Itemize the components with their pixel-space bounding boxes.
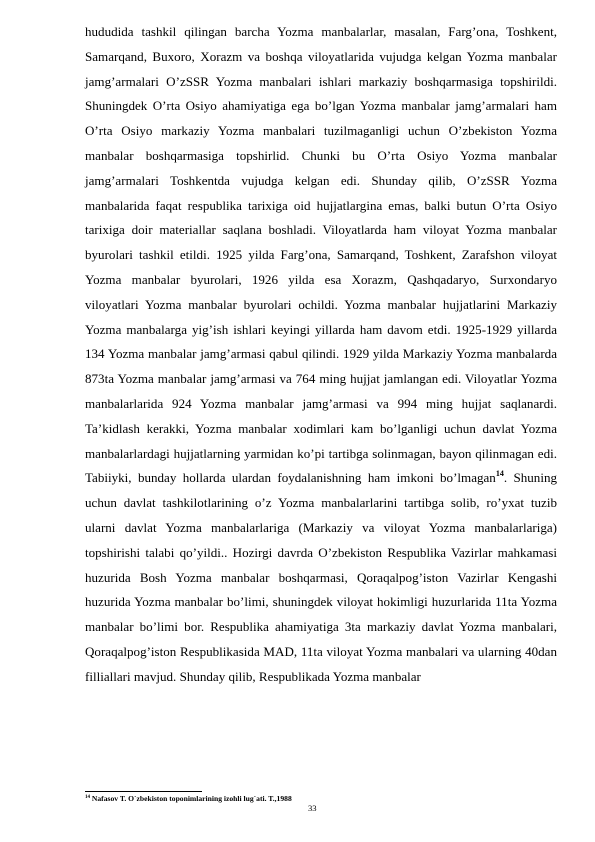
footnote-text: Nafasov T. O`zbekiston toponimlarining izohli lug`ati. T.,1988 bbox=[90, 794, 292, 803]
page-body bbox=[85, 20, 557, 690]
paragraph-text-part2: . Shuning uchun davlat tashkilotlarining o’z Yozma manbalarlarini tartibga solib, ro’yxat tuzib ularni davlat Yozma manbalarlariga (Markaziy va viloyat Yozma manbalarlariga) topshirishi talabi qo’yildi.. Hozirgi davrda O’zbekiston Respublika Vazirlar mahkamasi huzurida Bosh Yozma manbalar boshqarmasi, Qoraqalpog’iston Vazirlar Kengashi huzurida Yozma manbalar bo’limi, shuningdek viloyat hokimligi huzurlarida 11ta Yozma manbalar bo’limi bor. Respublika ahamiyatiga 3ta markaziy davlat Yozma manbalari, Qoraqalpog’iston Respublikasida MAD, 11ta viloyat Yozma manbalari va ularning 40dan filliallari mavjud. Shunday qilib, Respublikada Yozma manbalar bbox=[85, 470, 557, 684]
footnote-reference[interactable]: 14 bbox=[495, 469, 504, 479]
page-number: 33 bbox=[308, 803, 317, 813]
footnote bbox=[85, 794, 292, 804]
footnote-number: 14 bbox=[85, 795, 90, 800]
paragraph-text-part1: hududida tashkil qilingan barcha Yozma manbalarlar, masalan, Farg’ona, Toshkent, Samarqand, Buxoro, Xorazm va boshqa viloyatlarida vujudga kelgan Yozma manbalar jamg’armalari O’zSSR Yozma manbalari ishlari markaziy boshqarmasiga topshirildi. Shuningdek O’rta Osiyo ahamiyatiga ega bo’lgan Yozma manbalar jamg’armalari ham O’rta Osiyo markaziy Yozma manbalari tuzilmaganligi uchun O’zbekiston Yozma manbalar boshqarmasiga topshirlid. Chunki bu O’rta Osiyo Yozma manbalar jamg’armalari Toshkentda vujudga kelgan edi. Shunday qilib, O’zSSR Yozma manbalarida faqat respublika tarixiga oid hujjatlargina emas, balki butun O’rta Osiyo tarixiga doir materiallar saqlana boshladi. Viloyatlarda ham viloyat Yozma manbalar byurolari tashkil etildi. 1925 yilda Farg’ona, Samarqand, Toshkent, Zarafshon viloyat Yozma manbalar byurolari, 1926 yilda esa Xorazm, Qashqadaryo, Surxondaryo viloyatlari Yozma manbalar byurolari ochildi. Yozma manbalar hujjatlarini Markaziy Yozma manbalarga yig’ish ishlari keyingi yillarda ham davom etdi. 1925-1929 yillarda 134 Yozma manbalar jamg’armasi qabul qilindi. 1929 yilda Markaziy Yozma manbalarda 873ta Yozma manbalar jamg’armasi va 764 ming hujjat jamlangan edi. Viloyatlar Yozma manbalarlarida 924 Yozma manbalar jamg’armasi va 994 ming hujjat saqlanardi. Ta’kidlash kerakki, Yozma manbalar xodimlari kam bo’lganligi uchun davlat Yozma manbalarlardagi hujjatlarning yarmidan ko’pi tartibga solinmagan, bayon qilinmagan edi. Tabiiyki, bunday hollarda ulardan foydalanishning ham imkoni bo’lmagan bbox=[85, 24, 557, 486]
footnote-divider bbox=[85, 791, 202, 792]
body-paragraph bbox=[85, 20, 557, 690]
